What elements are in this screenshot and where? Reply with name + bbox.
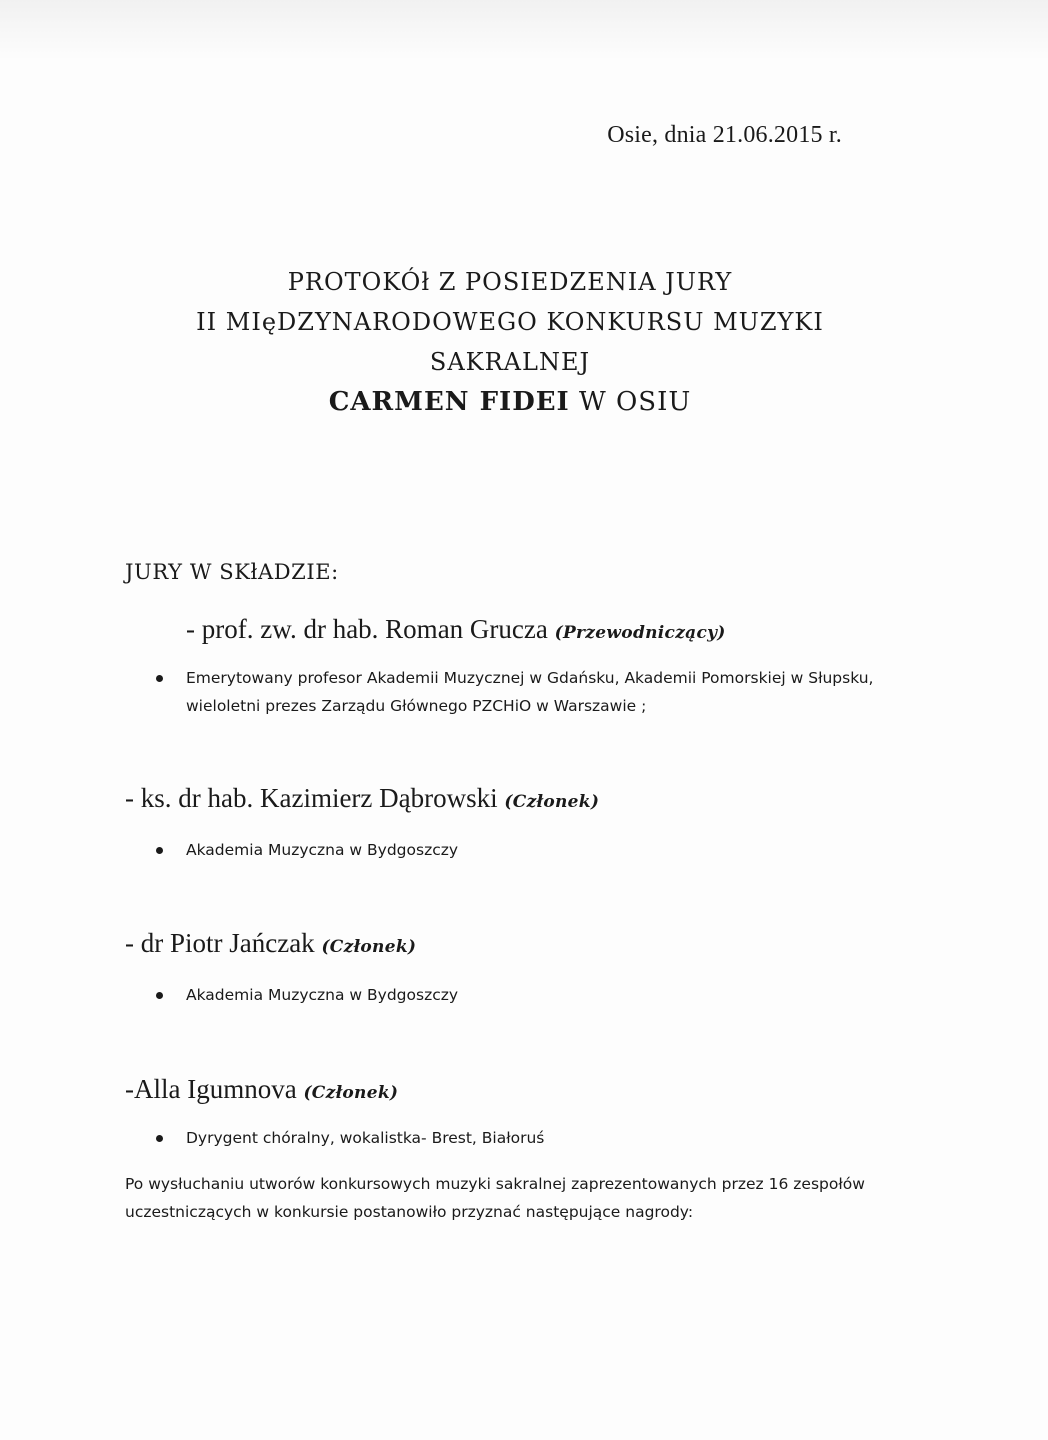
jury-heading: JURY W SKłADZIE: <box>125 560 339 584</box>
title-line-2: II MIęDZYNARODOWEGO KONKURSU MUZYKI <box>196 308 824 336</box>
title-line-4 <box>100 382 920 422</box>
jury-member <box>125 928 416 959</box>
detail-text: Akademia Muzyczna w Bydgoszczy <box>186 986 459 1004</box>
bullet-icon <box>156 675 163 682</box>
member-role: (Przewodniczący) <box>554 623 726 643</box>
festival-name: CARMEN FIDEI <box>328 387 570 417</box>
member-name: - dr Piotr Jańczak <box>125 928 315 958</box>
member-details-list <box>156 836 756 864</box>
member-role: (Członek) <box>321 937 417 957</box>
list-item <box>156 664 916 720</box>
detail-text: Emerytowany profesor Akademii Muzycznej w Gdańsku, Akademii Pomorskiej w Słupsku, wieloletni prezes Zarządu Głównego PZCHiO w Warszawie ; <box>186 669 874 715</box>
festival-location: W OSIU <box>569 387 692 417</box>
bullet-icon <box>156 847 163 854</box>
member-details-list <box>156 664 916 720</box>
jury-member <box>125 1074 398 1105</box>
closing-paragraph: Po wysłuchaniu utworów konkursowych muzyki sakralnej zaprezentowanych przez 16 zespołów uczestniczących w konkursie postanowiło przyznać następujące nagrody: <box>125 1175 865 1221</box>
title-line-1: PROTOKÓł Z POSIEDZENIA JURY <box>287 268 733 296</box>
document-title <box>100 262 920 422</box>
member-name: - ks. dr hab. Kazimierz Dąbrowski <box>125 783 498 813</box>
member-details-list <box>156 981 756 1009</box>
scan-edge-shadow <box>0 0 1048 60</box>
bullet-icon <box>156 1135 163 1142</box>
detail-text: Akademia Muzyczna w Bydgoszczy <box>186 841 459 859</box>
place-date: Osie, dnia 21.06.2015 r. <box>607 122 842 148</box>
list-item <box>156 836 756 864</box>
list-item <box>156 1124 756 1152</box>
bullet-icon <box>156 992 163 999</box>
jury-member <box>125 783 599 814</box>
member-role: (Członek) <box>504 792 600 812</box>
member-name: -Alla Igumnova <box>125 1074 297 1104</box>
member-name: - prof. zw. dr hab. Roman Grucza <box>186 614 548 644</box>
title-line-3: SAKRALNEJ <box>429 348 591 376</box>
member-details-list <box>156 1124 756 1152</box>
jury-member-chair <box>186 614 726 645</box>
list-item <box>156 981 756 1009</box>
detail-text: Dyrygent chóralny, wokalistka- Brest, Białoruś <box>186 1129 545 1147</box>
member-role: (Członek) <box>303 1083 399 1103</box>
